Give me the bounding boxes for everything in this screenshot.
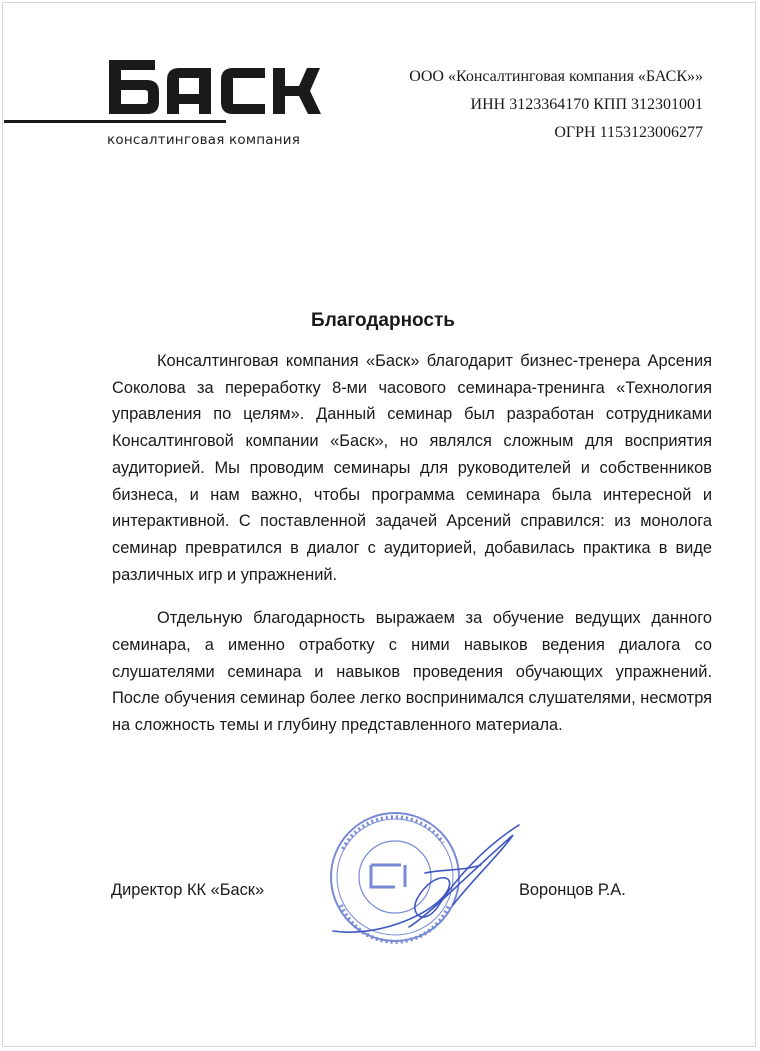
letter-title: Благодарность: [311, 310, 455, 331]
ogrn: ОГРН 1153123006277: [554, 124, 703, 141]
signatory-position: Директор КК «Баск»: [111, 881, 265, 899]
inn-kpp: ИНН 3123364170 КПП 312301001: [470, 96, 703, 113]
logo-subtitle: консалтинговая компания: [107, 132, 301, 148]
body-paragraph: Консалтинговая компания «Баск» благодарит бизнес-тренера Арсения Соколова за переработку 8-ми часового семинара-тренинга «Технология управления по целям». Данный семинар был разработан сотрудниками Консалтинговой компании «Баск», но являлся сложным для восприятия аудиторией. Мы проводим семинары для руководителей и собственников бизнеса, и нам важно, чтобы программа семинара была интересной и интерактивной. С поставленной задачей Арсений справился: из монолога семинар превратился в диалог с аудиторией, добавилась практика в виде различных игр и упражнений.: [112, 352, 712, 584]
logo-wordmark: [107, 58, 331, 116]
company-name: ООО «Консалтинговая компания «БАСК»»: [409, 68, 703, 85]
company-logo: [107, 58, 331, 154]
stamp-and-signature: [313, 809, 533, 949]
letter-page: [2, 2, 756, 1047]
company-requisites: [409, 63, 703, 147]
signatory-name: Воронцов Р.А.: [519, 881, 626, 899]
logo-underline: [4, 120, 226, 123]
letter-body: [112, 348, 712, 739]
body-paragraph: Отдельную благодарность выражаем за обучение ведущих данного семинара, а именно отработку с ними навыков ведения диалога со слушателями семинара и навыков проведения обучающих упражнений. После обучения семинар более легко воспринимался слушателями, несмотря на сложность темы и глубину представленного материала.: [112, 609, 712, 735]
